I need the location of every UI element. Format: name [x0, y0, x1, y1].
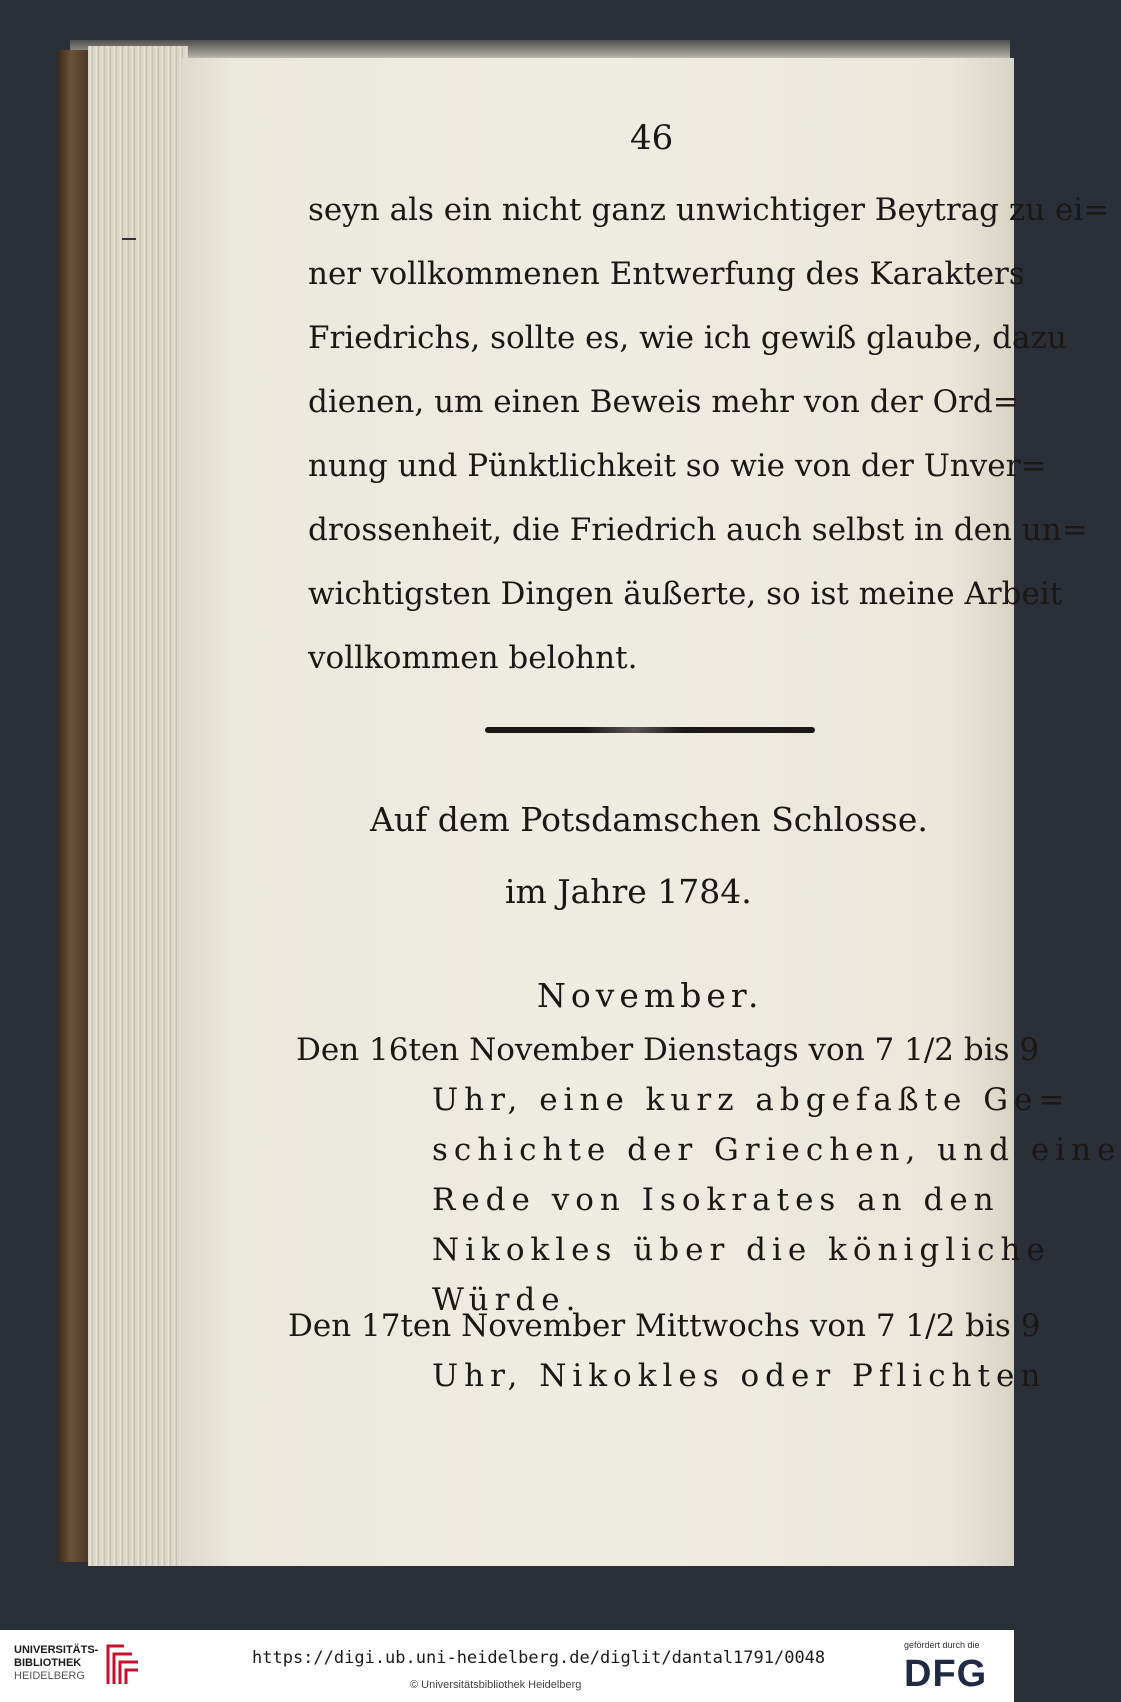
- library-name-line: HEIDELBERG: [14, 1670, 85, 1682]
- page-number: 46: [630, 118, 674, 158]
- footer-bar: [0, 1630, 1014, 1702]
- paragraph-line: nung und Pünktlichkeit so wie von der Unver=: [308, 448, 1047, 484]
- entry-line: Rede von Isokrates an den: [432, 1182, 1000, 1218]
- permalink-url[interactable]: https://digi.ub.uni-heidelberg.de/diglit/dantal1791/0048: [252, 1648, 826, 1668]
- paragraph-line: seyn als ein nicht ganz unwichtiger Beytrag zu ei=: [308, 192, 1110, 228]
- paragraph-line: Friedrichs, sollte es, wie ich gewiß glaube, dazu: [308, 320, 1067, 356]
- library-name-line: BIBLIOTHEK: [14, 1657, 82, 1669]
- paragraph-line: drossenheit, die Friedrich auch selbst in den un=: [308, 512, 1088, 548]
- paragraph-line: ner vollkommenen Entwerfung des Karakters: [308, 256, 1025, 292]
- section-subheading: im Jahre 1784.: [505, 872, 752, 911]
- library-logo-icon: [104, 1640, 142, 1688]
- library-name-line: UNIVERSITÄTS-: [14, 1644, 99, 1656]
- paragraph-line: wichtigsten Dingen äußerte, so ist meine Arbeit: [308, 576, 1063, 612]
- book-spine: [58, 50, 90, 1562]
- paragraph: [308, 178, 1110, 690]
- margin-mark: [122, 238, 136, 240]
- entry-line: Würde.: [432, 1282, 582, 1318]
- entry-line: Uhr, eine kurz abgefaßte Ge=: [432, 1082, 1071, 1118]
- entry-first-line: Den 17ten November Mittwochs von 7 1/2 bis 9: [288, 1308, 1041, 1344]
- funder-note: gefördert durch die: [904, 1640, 980, 1650]
- entry-line: Nikokles über die königliche: [432, 1232, 1051, 1268]
- paragraph-line: dienen, um einen Beweis mehr von der Ord=: [308, 384, 1019, 420]
- page-edges: [88, 44, 188, 1566]
- entry-line: schichte der Griechen, und eine: [432, 1132, 1121, 1168]
- copyright-text: © Universitätsbibliothek Heidelberg: [410, 1679, 582, 1691]
- paragraph-line: vollkommen belohnt.: [308, 640, 638, 676]
- section-divider: [485, 727, 815, 733]
- entry-line: Uhr, Nikokles oder Pflichten: [432, 1358, 1047, 1394]
- section-heading: Auf dem Potsdamschen Schlosse.: [370, 800, 928, 839]
- month-heading: November.: [537, 976, 764, 1015]
- entry-first-line: Den 16ten November Dienstags von 7 1/2 bis 9: [296, 1032, 1040, 1068]
- dfg-logo: DFG: [904, 1653, 988, 1695]
- library-logo-text: [14, 1644, 98, 1683]
